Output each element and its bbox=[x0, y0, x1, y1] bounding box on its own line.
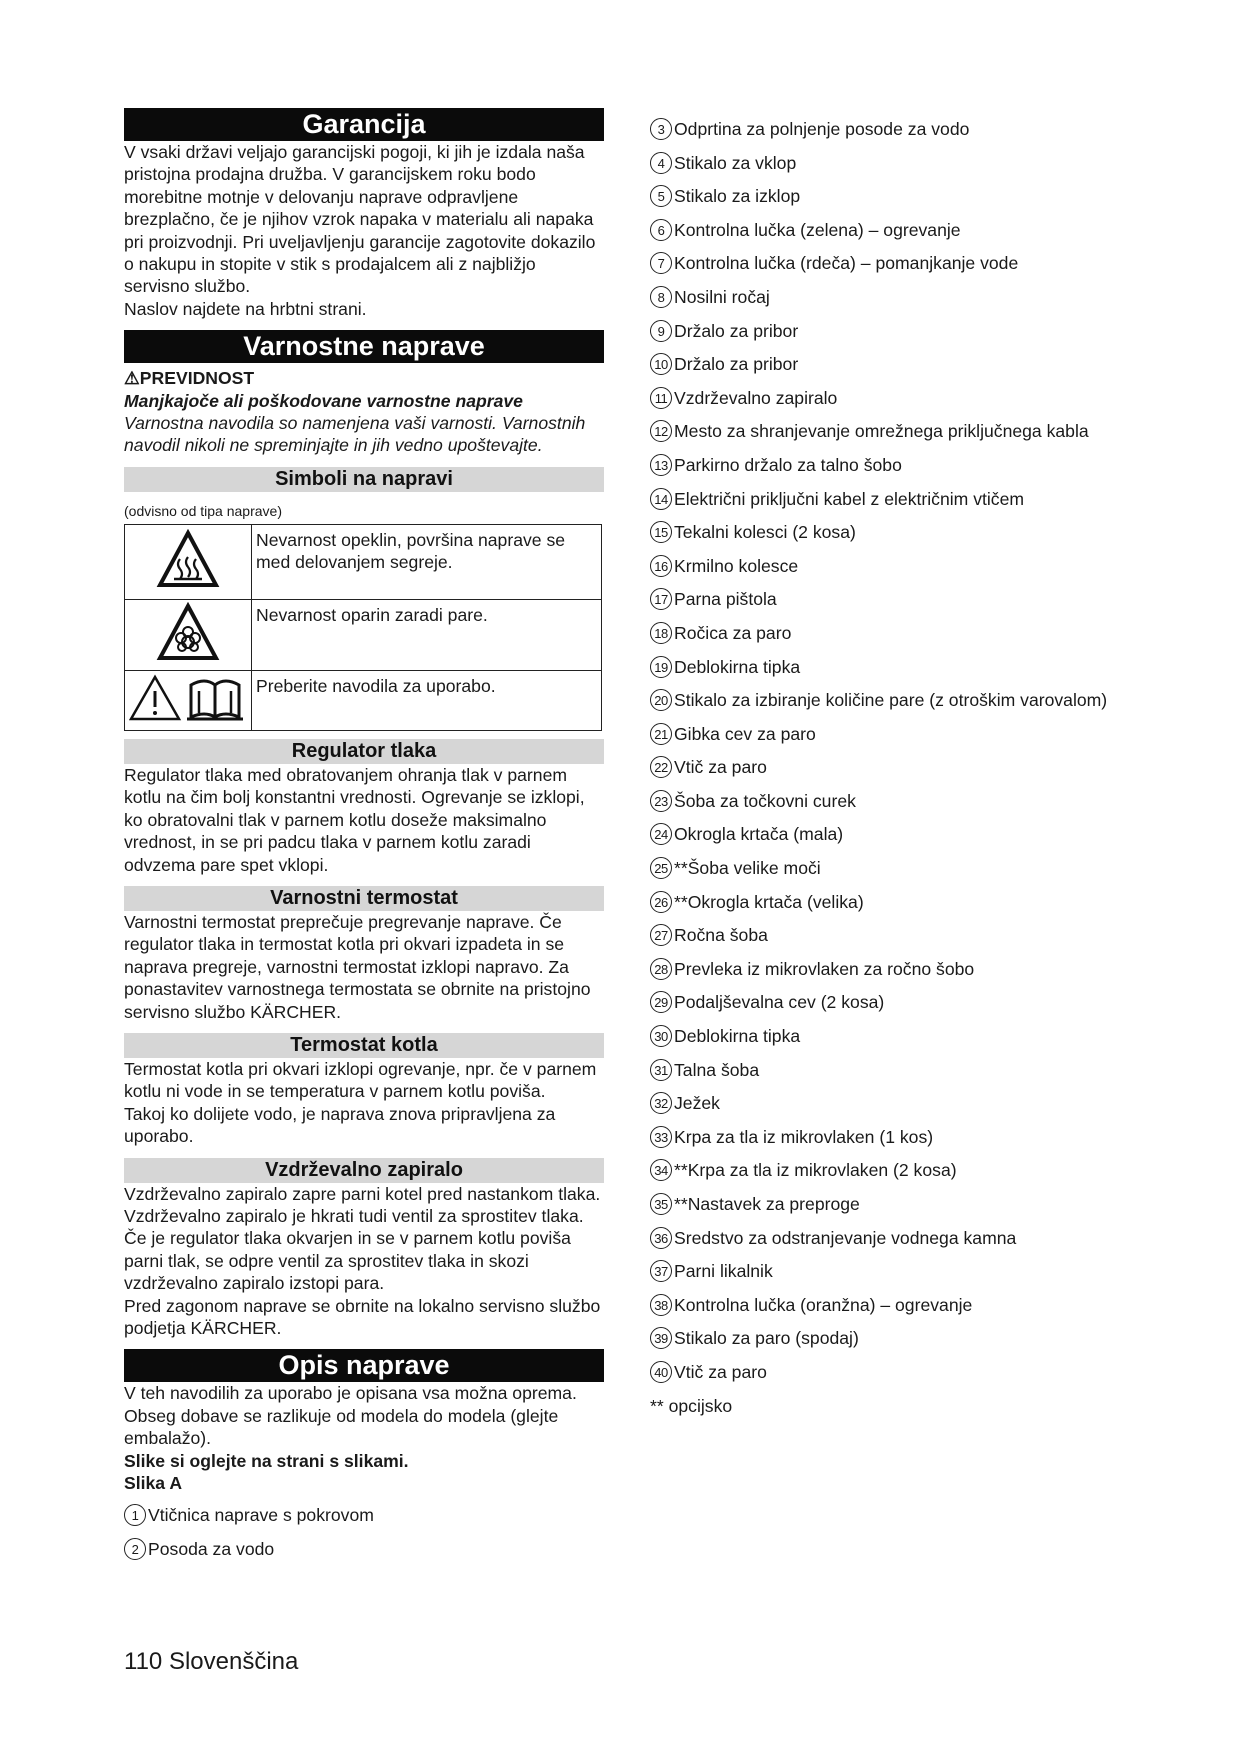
part-label: **Nastavek za preproge bbox=[674, 1194, 860, 1214]
part-item bbox=[650, 454, 1150, 476]
part-item bbox=[650, 689, 1150, 711]
footnote: ** opcijsko bbox=[650, 1395, 733, 1416]
part-label: Gibka cev za paro bbox=[674, 723, 816, 744]
warning-subtitle: Manjkajoče ali poškodovane varnostne naprave bbox=[124, 390, 523, 411]
part-number: 32 bbox=[650, 1092, 672, 1114]
warning-title: ⚠PREVIDNOST bbox=[124, 368, 255, 389]
part-number: 21 bbox=[650, 723, 672, 745]
part-item bbox=[650, 219, 1150, 241]
part-number: 13 bbox=[650, 454, 672, 476]
part-item bbox=[650, 823, 1150, 845]
part-item bbox=[650, 1193, 1150, 1215]
part-number: 19 bbox=[650, 656, 672, 678]
part-item bbox=[650, 1260, 1150, 1282]
symbol-row bbox=[125, 599, 602, 670]
part-item bbox=[650, 924, 1150, 946]
section-heading-termostat: Varnostni termostat bbox=[124, 886, 604, 911]
symbol-description: Nevarnost opeklin, površina naprave se med delovanjem segreje. bbox=[252, 524, 602, 599]
part-label: Vtič za paro bbox=[674, 1361, 767, 1382]
symbol-description: Nevarnost oparin zaradi pare. bbox=[252, 599, 602, 670]
part-item bbox=[650, 521, 1150, 543]
part-label: Odprtina za polnjenje posode za vodo bbox=[674, 119, 970, 139]
part-item bbox=[650, 656, 1150, 678]
part-item bbox=[650, 790, 1150, 812]
part-number: 11 bbox=[650, 387, 672, 409]
part-number: 3 bbox=[650, 118, 672, 140]
part-label: Vtič za paro bbox=[674, 757, 767, 778]
part-label: Kontrolna lučka (oranžna) – ogrevanje bbox=[674, 1294, 973, 1315]
part-item bbox=[650, 118, 1150, 140]
part-number: 38 bbox=[650, 1294, 672, 1316]
part-number: 15 bbox=[650, 521, 672, 543]
part-number: 29 bbox=[650, 991, 672, 1013]
part-item bbox=[650, 185, 1150, 207]
part-label: Prevleka iz mikrovlaken za ročno šobo bbox=[674, 958, 975, 979]
part-number: 33 bbox=[650, 1126, 672, 1148]
regulator-text: Regulator tlaka med obratovanjem ohranja tlak v parnem kotlu na čim bolj konstantni vrednosti. Ogrevanje se izklopi, ko obratovalni tlak v parnem kotlu doseže maksimalno vrednost, in se pri padcu tlaka v parnem kotlu zaradi odvzema pare spet vklopi. bbox=[124, 764, 585, 875]
part-item bbox=[650, 320, 1150, 342]
symbol-description: Preberite navodila za uporabo. bbox=[252, 670, 602, 730]
part-number: 16 bbox=[650, 555, 672, 577]
part-item bbox=[124, 1504, 604, 1526]
part-item bbox=[650, 891, 1150, 913]
part-number: 18 bbox=[650, 622, 672, 644]
part-label: Stikalo za izklop bbox=[674, 186, 801, 207]
part-number: 22 bbox=[650, 756, 672, 778]
part-label: Krpa za tla iz mikrovlaken (1 kos) bbox=[674, 1126, 934, 1147]
part-item bbox=[650, 1059, 1150, 1081]
part-label: Ročica za paro bbox=[674, 622, 792, 643]
part-number: 14 bbox=[650, 488, 672, 510]
warning-triangle-icon: ⚠ bbox=[124, 368, 140, 389]
hot-surface-warning-icon bbox=[156, 529, 220, 589]
part-label: Tekalni kolesci (2 kosa) bbox=[674, 522, 856, 543]
simboli-note: (odvisno od tipa naprave) bbox=[124, 502, 282, 519]
part-label: Kontrolna lučka (zelena) – ogrevanje bbox=[674, 219, 961, 240]
part-number: 37 bbox=[650, 1260, 672, 1282]
part-item bbox=[650, 1025, 1150, 1047]
part-label: Sredstvo za odstranjevanje vodnega kamna bbox=[674, 1227, 1017, 1248]
page-footer bbox=[124, 1648, 298, 1676]
part-item bbox=[650, 387, 1150, 409]
footer-language: Slovenščina bbox=[168, 1648, 299, 1675]
part-number: 27 bbox=[650, 924, 672, 946]
part-label: Držalo za pribor bbox=[674, 320, 799, 341]
part-item bbox=[650, 1126, 1150, 1148]
part-item bbox=[650, 353, 1150, 375]
part-item bbox=[650, 958, 1150, 980]
part-label: Stikalo za vklop bbox=[674, 152, 797, 173]
part-number: 36 bbox=[650, 1227, 672, 1249]
right-column bbox=[650, 118, 1150, 1417]
part-label: Držalo za pribor bbox=[674, 354, 799, 375]
part-label: Parni likalnik bbox=[674, 1261, 773, 1282]
symbols-table bbox=[124, 524, 602, 731]
warning-text: Varnostna navodila so namenjena vaši varnosti. Varnostnih navodil nikoli ne spreminjajte in jih vedno upoštevajte. bbox=[124, 413, 586, 456]
opis-bold-1: Slike si oglejte na strani s slikami. bbox=[124, 1450, 409, 1471]
part-number: 2 bbox=[124, 1538, 146, 1560]
termostat-kotla-text-2: Takoj ko dolijete vodo, je naprava znova pripravljena za uporabo. bbox=[124, 1103, 556, 1147]
part-label: Nosilni ročaj bbox=[674, 286, 770, 307]
part-label: Talna šoba bbox=[674, 1059, 760, 1080]
part-item bbox=[650, 588, 1150, 610]
part-label: Deblokirna tipka bbox=[674, 656, 801, 677]
part-label: Električni priključni kabel z električnim vtičem bbox=[674, 488, 1025, 509]
part-label: **Okrogla krtača (velika) bbox=[674, 891, 864, 912]
part-number: 5 bbox=[650, 185, 672, 207]
garancija-text-2: Naslov najdete na hrbtni strani. bbox=[124, 298, 367, 319]
part-item bbox=[650, 723, 1150, 745]
symbol-row bbox=[125, 670, 602, 730]
part-number: 34 bbox=[650, 1159, 672, 1181]
part-item bbox=[650, 1361, 1150, 1383]
part-label: Vtičnica naprave s pokrovom bbox=[148, 1505, 374, 1526]
part-label: Deblokirna tipka bbox=[674, 1026, 801, 1047]
part-item bbox=[650, 1294, 1150, 1316]
steam-scald-warning-icon bbox=[156, 602, 220, 662]
part-number: 17 bbox=[650, 588, 672, 610]
part-number: 24 bbox=[650, 823, 672, 845]
part-label: **Šoba velike moči bbox=[674, 858, 821, 879]
part-number: 6 bbox=[650, 219, 672, 241]
part-item bbox=[650, 1092, 1150, 1114]
parts-list bbox=[650, 118, 1150, 1383]
part-item bbox=[650, 1159, 1150, 1181]
part-label: Ročna šoba bbox=[674, 925, 768, 946]
termostat-kotla-text: Termostat kotla pri okvari izklopi ogrevanje, npr. če v parnem kotlu ni vode in se temperatura v parnem kotlu poviša. bbox=[124, 1058, 597, 1102]
part-number: 7 bbox=[650, 252, 672, 274]
page-number: 110 bbox=[124, 1648, 163, 1675]
symbol-row bbox=[125, 524, 602, 599]
section-heading-opis: Opis naprave bbox=[124, 1349, 604, 1382]
part-label: Stikalo za izbiranje količine pare (z otroškim varovalom) bbox=[674, 690, 1108, 711]
part-item bbox=[650, 252, 1150, 274]
part-number: 23 bbox=[650, 790, 672, 812]
zapiralo-text: Vzdrževalno zapiralo zapre parni kotel pred nastankom tlaka. Vzdrževalno zapiralo je hkrati tudi ventil za sprostitev tlaka. Če je regulator tlaka okvarjen in se v parnem kotlu poviša parni tlak, se odpre ventil za sprostitev tlaka in skozi vzdrževalno zapiralo izstopi para. bbox=[124, 1183, 601, 1294]
part-item bbox=[650, 756, 1150, 778]
part-item bbox=[650, 991, 1150, 1013]
section-heading-zapiralo: Vzdrževalno zapiralo bbox=[124, 1158, 604, 1183]
termostat-text: Varnostni termostat preprečuje pregrevanje naprave. Če regulator tlaka in termostat kotla pri okvari izpadeta in se naprava pregreje, varnostni termostat izklopi napravo. Za ponastavitev varnostnega termostata se obrnite na pristojno servisno službo KÄRCHER. bbox=[124, 911, 591, 1022]
part-label: Okrogla krtača (mala) bbox=[674, 824, 844, 845]
part-number: 10 bbox=[650, 353, 672, 375]
part-number: 4 bbox=[650, 152, 672, 174]
part-label: Podaljševalna cev (2 kosa) bbox=[674, 992, 885, 1013]
left-column bbox=[124, 108, 604, 1572]
part-label: Šoba za točkovni curek bbox=[674, 790, 856, 811]
part-number: 40 bbox=[650, 1361, 672, 1383]
opis-text: V teh navodilih za uporabo je opisana vsa možna oprema. Obseg dobave se razlikuje od modela do modela (glejte embalažo). bbox=[124, 1383, 577, 1449]
part-label: Kontrolna lučka (rdeča) – pomanjkanje vode bbox=[674, 253, 1019, 274]
part-label: Posoda za vodo bbox=[148, 1539, 275, 1560]
part-number: 20 bbox=[650, 689, 672, 711]
read-manual-icon bbox=[129, 673, 247, 723]
zapiralo-text-2: Pred zagonom naprave se obrnite na lokalno servisno službo podjetja KÄRCHER. bbox=[124, 1295, 601, 1338]
part-label: Stikalo za paro (spodaj) bbox=[674, 1328, 859, 1349]
part-label: Mesto za shranjevanje omrežnega priključnega kabla bbox=[674, 421, 1089, 442]
part-label: Krmilno kolesce bbox=[674, 555, 799, 576]
part-label: Ježek bbox=[674, 1093, 720, 1114]
part-item bbox=[650, 1327, 1150, 1349]
part-number: 39 bbox=[650, 1327, 672, 1349]
part-label: Parkirno držalo za talno šobo bbox=[674, 454, 902, 475]
part-number: 35 bbox=[650, 1193, 672, 1215]
part-item bbox=[650, 286, 1150, 308]
part-item bbox=[650, 857, 1150, 879]
part-number: 30 bbox=[650, 1025, 672, 1047]
opis-bold-2: Slika A bbox=[124, 1473, 183, 1494]
part-label: Parna pištola bbox=[674, 589, 777, 610]
garancija-text: V vsaki državi veljajo garancijski pogoji, ki jih je izdala naša pristojna prodajna družba. V garancijskem roku bodo morebitne motnje v delovanju naprave odpravljene brezplačno, če je njihov vzrok napaka v materialu ali napaka pri proizvodnji. Pri uveljavljenju garancije zagotovite dokazilo o nakupu in stopite v stik s prodajalcem ali z najbližjo servisno službo. bbox=[124, 142, 596, 297]
part-item bbox=[650, 555, 1150, 577]
part-item bbox=[650, 488, 1150, 510]
part-number: 31 bbox=[650, 1059, 672, 1081]
part-number: 28 bbox=[650, 958, 672, 980]
section-heading-varnostne: Varnostne naprave bbox=[124, 330, 604, 363]
part-item bbox=[650, 420, 1150, 442]
part-label: **Krpa za tla iz mikrovlaken (2 kosa) bbox=[674, 1160, 957, 1181]
part-number: 12 bbox=[650, 420, 672, 442]
part-item bbox=[124, 1538, 604, 1560]
section-heading-simboli: Simboli na napravi bbox=[124, 467, 604, 492]
part-number: 26 bbox=[650, 891, 672, 913]
section-heading-termostat-kotla: Termostat kotla bbox=[124, 1033, 604, 1058]
part-label: Vzdrževalno zapiralo bbox=[674, 387, 838, 408]
section-heading-garancija: Garancija bbox=[124, 108, 604, 141]
part-number: 1 bbox=[124, 1504, 146, 1526]
part-item bbox=[650, 1227, 1150, 1249]
part-number: 9 bbox=[650, 320, 672, 342]
part-item bbox=[650, 622, 1150, 644]
section-heading-regulator: Regulator tlaka bbox=[124, 739, 604, 764]
part-number: 8 bbox=[650, 286, 672, 308]
part-item bbox=[650, 152, 1150, 174]
part-number: 25 bbox=[650, 857, 672, 879]
